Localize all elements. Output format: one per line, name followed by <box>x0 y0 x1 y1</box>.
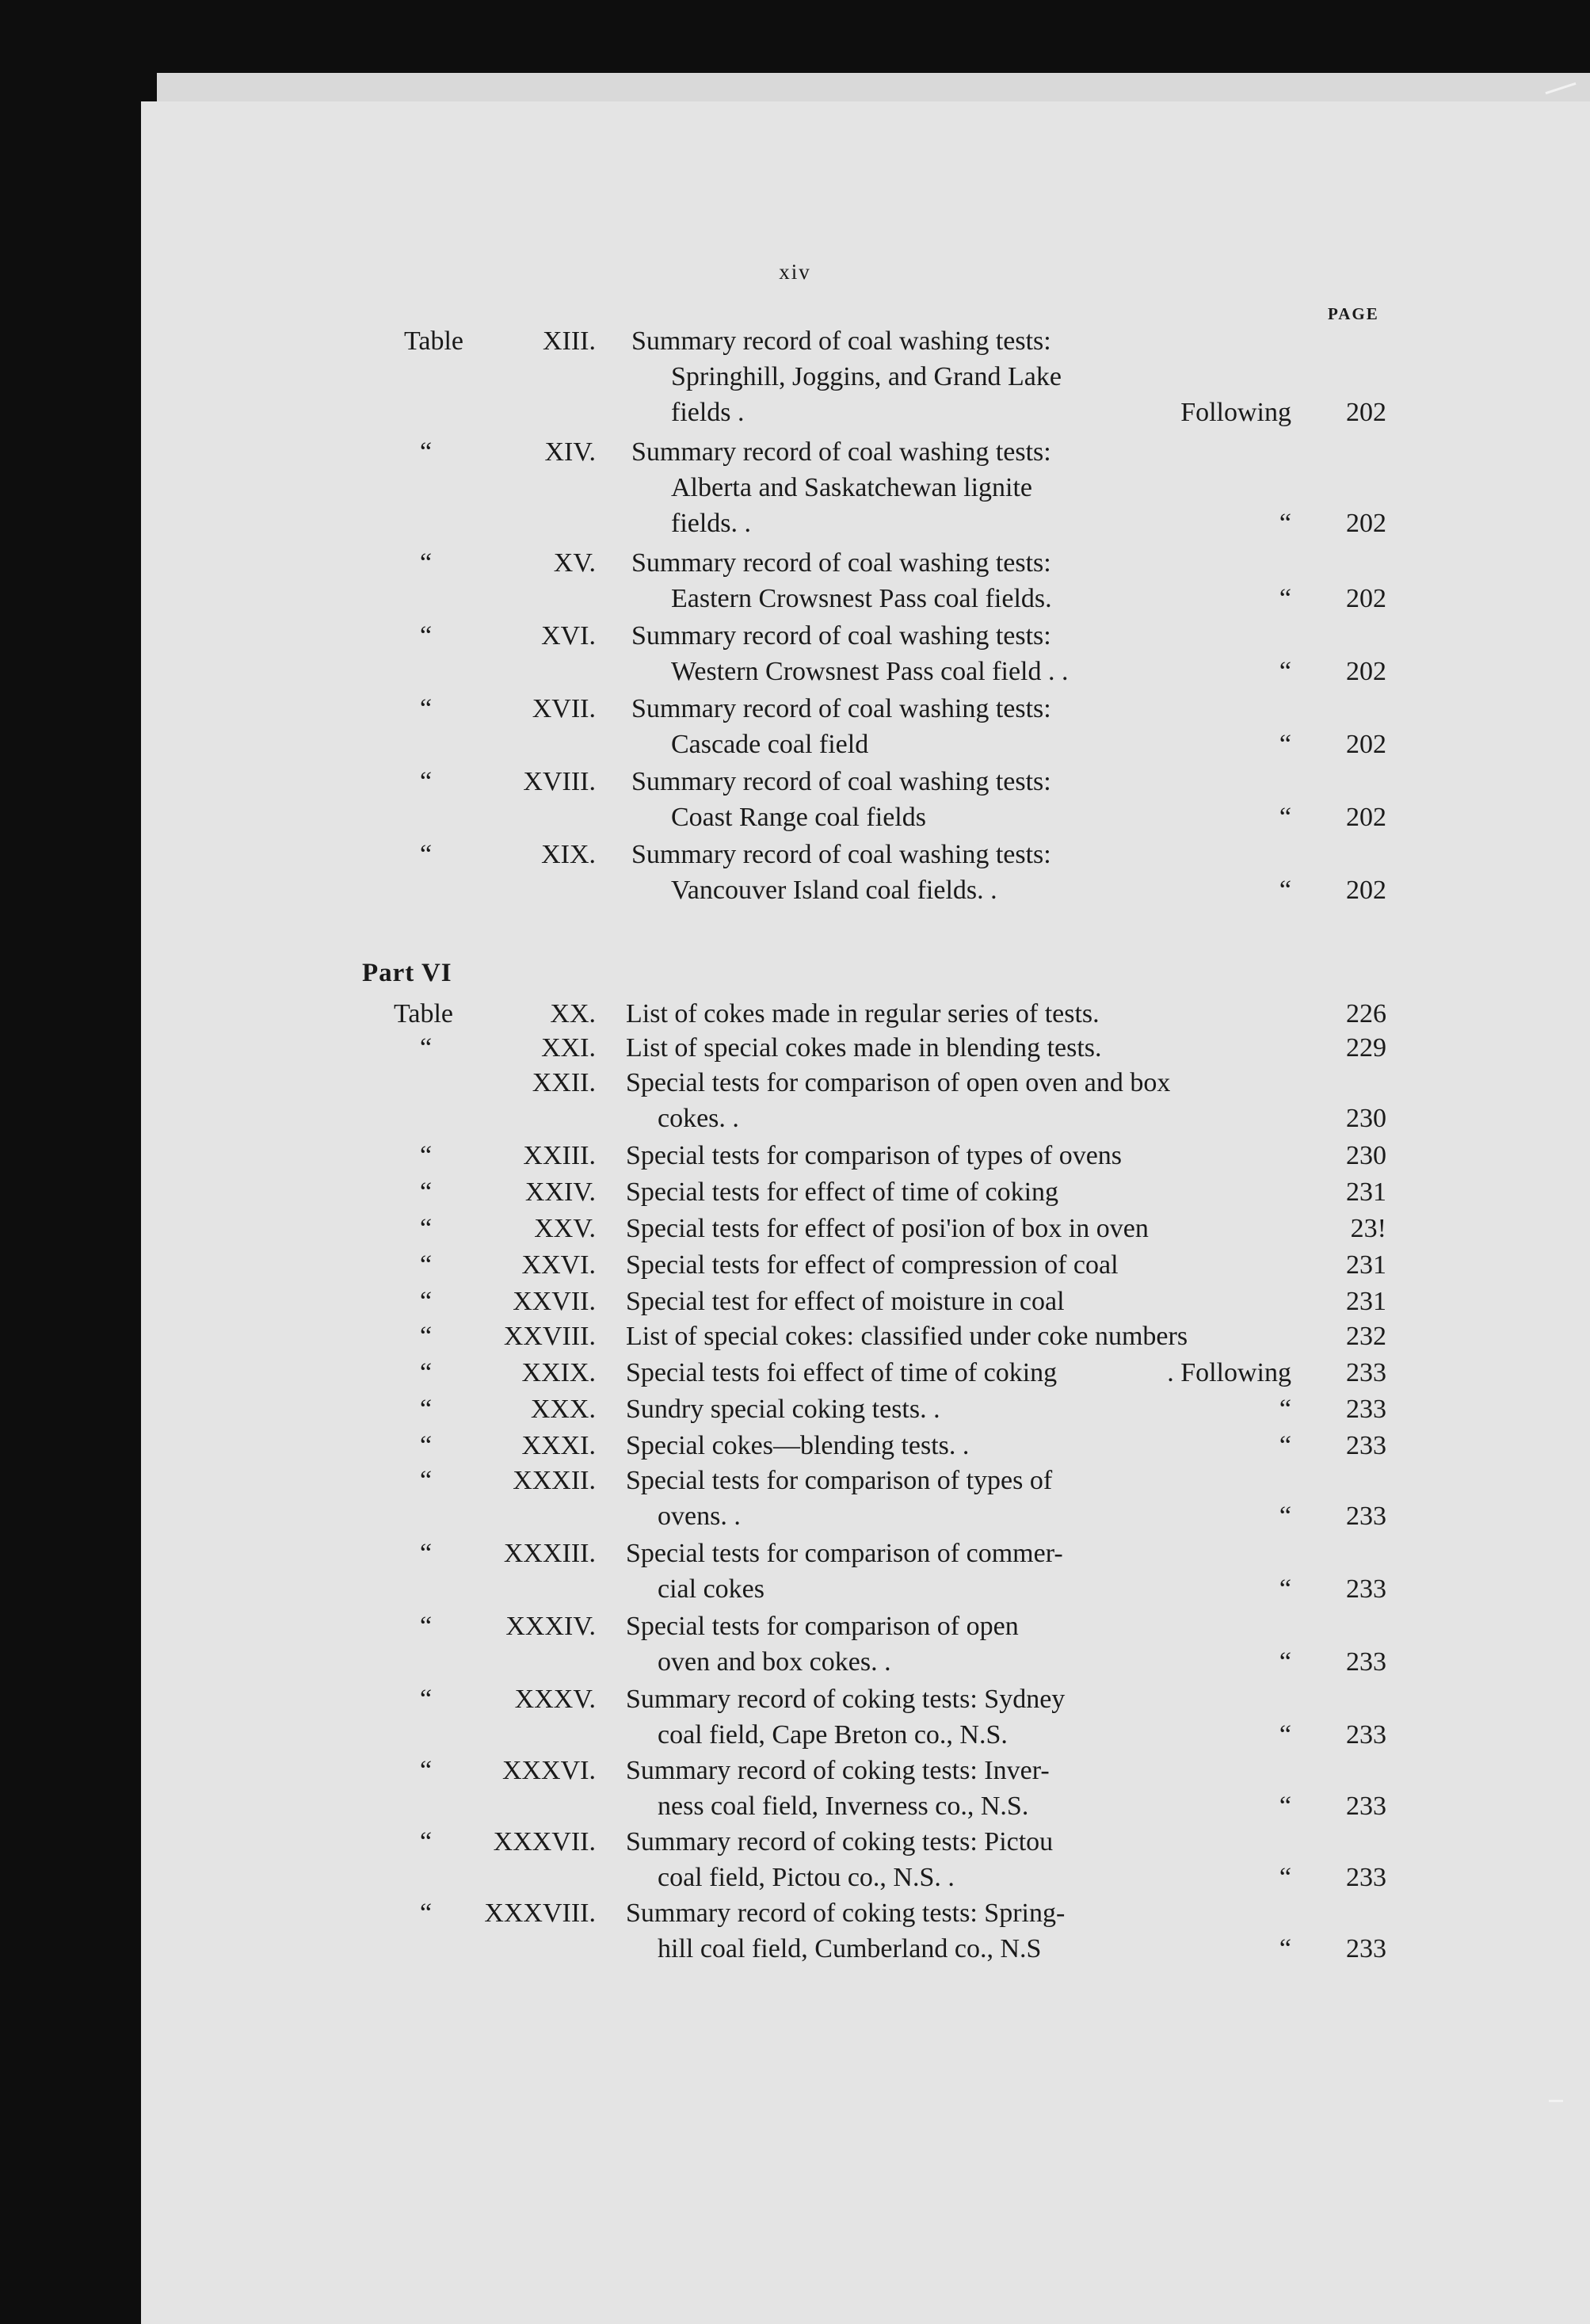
table-number: XXVI. <box>521 1250 596 1280</box>
toc-entry <box>0 1318 1590 1354</box>
table-number: XXX. <box>530 1395 596 1424</box>
page-number: 230 <box>1346 1141 1386 1170</box>
toc-entry-line <box>0 654 1590 689</box>
toc-entry <box>0 1174 1590 1210</box>
table-title: Vancouver Island coal fields. . <box>671 876 997 905</box>
table-number: XV. <box>553 548 596 578</box>
page-number: 233 <box>1346 1720 1386 1750</box>
table-number: XXI. <box>541 1033 596 1063</box>
table-title: Cascade coal field <box>671 730 869 759</box>
page-number: 233 <box>1346 1502 1386 1531</box>
table-title: Special tests for comparison of types of <box>626 1466 1053 1495</box>
table-number: XXXIV. <box>505 1612 596 1641</box>
table-title: List of special cokes made in blending tests. <box>626 1033 1102 1063</box>
toc-entry-line <box>0 1895 1590 1931</box>
table-title: Alberta and Saskatchewan lignite <box>671 473 1033 502</box>
toc-entry <box>0 1428 1590 1463</box>
table-title: Sundry special coking tests. . <box>626 1395 940 1424</box>
table-title: Special tests for comparison of commer- <box>626 1539 1063 1568</box>
table-title: Summary record of coking tests: Sydney <box>626 1685 1066 1714</box>
following-reference: “ <box>1279 1431 1291 1460</box>
table-label: “ <box>420 1287 433 1316</box>
toc-entry-line <box>0 1498 1590 1534</box>
following-reference: “ <box>1279 1720 1291 1750</box>
page-number: 231 <box>1346 1177 1386 1207</box>
page-number: 233 <box>1346 1395 1386 1424</box>
table-number: XXXVI. <box>501 1756 596 1785</box>
table-title: Special cokes—blending tests. . <box>626 1431 970 1460</box>
table-title: Summary record of coal washing tests: <box>631 694 1051 723</box>
table-number: XXXVII. <box>493 1827 596 1857</box>
table-number: XVI. <box>541 621 596 651</box>
following-reference: “ <box>1279 1574 1291 1604</box>
following-reference: “ <box>1279 1934 1291 1963</box>
following-reference: Following <box>1180 398 1291 427</box>
toc-entry-line <box>0 359 1590 395</box>
toc-entry-line <box>0 1753 1590 1788</box>
table-label: “ <box>420 437 433 467</box>
toc-entry-line <box>0 545 1590 581</box>
toc-entry-line <box>0 691 1590 727</box>
table-title: Summary record of coal washing tests: <box>631 548 1051 578</box>
table-label: “ <box>420 1466 433 1495</box>
following-reference: “ <box>1279 1502 1291 1531</box>
toc-entry <box>0 1391 1590 1427</box>
table-title: oven and box cokes. . <box>658 1647 891 1677</box>
table-label: “ <box>420 840 433 869</box>
toc-entry-line <box>0 1211 1590 1246</box>
table-number: XVII. <box>532 694 596 723</box>
table-label: “ <box>420 1395 433 1424</box>
toc-entry-line <box>0 1717 1590 1753</box>
table-number: XIV. <box>544 437 596 467</box>
table-title: fields. . <box>671 509 752 538</box>
page-number: 202 <box>1346 509 1386 538</box>
table-title: Special tests for effect of posi'ion of box in oven <box>626 1214 1149 1243</box>
following-reference: “ <box>1279 1863 1291 1892</box>
table-label: Table <box>404 326 464 356</box>
table-label: “ <box>420 694 433 723</box>
table-title: coal field, Cape Breton co., N.S. <box>658 1720 1008 1750</box>
table-label: Table <box>394 999 454 1028</box>
toc-entry-line <box>0 1931 1590 1967</box>
following-reference: “ <box>1279 1792 1291 1821</box>
toc-entry-line <box>0 323 1590 359</box>
toc-entry-line <box>0 1571 1590 1607</box>
page-number: 232 <box>1346 1322 1386 1351</box>
toc-entry-line <box>0 837 1590 872</box>
table-label: “ <box>420 1033 433 1063</box>
page-number: 233 <box>1346 1863 1386 1892</box>
table-label: “ <box>420 767 433 796</box>
toc-entry <box>0 1030 1590 1066</box>
following-reference: “ <box>1279 803 1291 832</box>
table-title: Summary record of coal washing tests: <box>631 437 1051 467</box>
table-title: Summary record of coal washing tests: <box>631 621 1051 651</box>
toc-entry <box>0 545 1590 616</box>
toc-entry <box>0 1247 1590 1283</box>
table-number: XXXII. <box>513 1466 596 1495</box>
page-number: 202 <box>1346 584 1386 613</box>
table-title: List of cokes made in regular series of tests. <box>626 999 1100 1028</box>
toc-entry <box>0 1065 1590 1136</box>
page-number: 233 <box>1346 1792 1386 1821</box>
following-reference: “ <box>1279 1395 1291 1424</box>
page-number: 202 <box>1346 657 1386 686</box>
following-reference: “ <box>1279 1647 1291 1677</box>
table-title: Summary record of coking tests: Pictou <box>626 1827 1054 1857</box>
toc-entry <box>0 1895 1590 1967</box>
toc-entry-line <box>0 506 1590 541</box>
page-number: 231 <box>1346 1287 1386 1316</box>
table-label: “ <box>420 1141 433 1170</box>
toc-entry-line <box>0 581 1590 616</box>
toc-entry-line <box>0 1030 1590 1066</box>
following-reference: “ <box>1279 876 1291 905</box>
table-title: Special tests for comparison of types of ovens <box>626 1141 1123 1170</box>
table-number: XXXVIII. <box>484 1899 596 1928</box>
toc-entry <box>0 1355 1590 1391</box>
toc-entry-line <box>0 1428 1590 1463</box>
toc-entry-line <box>0 1463 1590 1498</box>
toc-entry <box>0 1211 1590 1246</box>
toc-entry <box>0 1284 1590 1319</box>
toc-entry-line <box>0 395 1590 430</box>
page-number: 202 <box>1346 803 1386 832</box>
table-title: Special tests foi effect of time of coking <box>626 1358 1058 1387</box>
page-column-label: PAGE <box>1328 304 1379 323</box>
page-number: 230 <box>1346 1104 1386 1133</box>
table-label: “ <box>420 1756 433 1785</box>
table-number: XXXI. <box>521 1431 596 1460</box>
table-title: Coast Range coal fields <box>671 803 926 832</box>
toc-entry <box>0 1753 1590 1824</box>
table-title: Summary record of coal washing tests: <box>631 326 1051 356</box>
table-label: “ <box>420 1214 433 1243</box>
toc-entry <box>0 996 1590 1032</box>
following-reference: “ <box>1279 730 1291 759</box>
page-number: 202 <box>1346 876 1386 905</box>
table-title: Eastern Crowsnest Pass coal fields. <box>671 584 1052 613</box>
toc-entry <box>0 1608 1590 1680</box>
table-title: Summary record of coal washing tests: <box>631 767 1051 796</box>
table-label: “ <box>420 1827 433 1857</box>
table-number: XVIII. <box>523 767 596 796</box>
toc-entry <box>0 1824 1590 1895</box>
table-label: “ <box>420 1899 433 1928</box>
toc-entry-line <box>0 618 1590 654</box>
table-title: Summary record of coking tests: Inver- <box>626 1756 1050 1785</box>
table-label: “ <box>420 1612 433 1641</box>
table-title: hill coal field, Cumberland co., N.S <box>658 1934 1042 1963</box>
table-label: “ <box>420 1431 433 1460</box>
page-number: 231 <box>1346 1250 1386 1280</box>
table-number: XIII. <box>542 326 596 356</box>
toc-entry-line <box>0 1824 1590 1860</box>
table-title: Special tests for comparison of open oven and box <box>626 1068 1171 1097</box>
toc-entry <box>0 764 1590 835</box>
toc-entry-line <box>0 1355 1590 1391</box>
toc-entry-line <box>0 1681 1590 1717</box>
table-number: XXVII. <box>513 1287 596 1316</box>
page-number: 202 <box>1346 398 1386 427</box>
toc-entry-line <box>0 1284 1590 1319</box>
table-label: “ <box>420 548 433 578</box>
toc-entry <box>0 691 1590 762</box>
toc-entry <box>0 323 1590 430</box>
toc-entry-line <box>0 1788 1590 1824</box>
page-number: 202 <box>1346 730 1386 759</box>
table-number: XXV. <box>534 1214 596 1243</box>
following-reference: “ <box>1279 657 1291 686</box>
table-label: “ <box>420 1539 433 1568</box>
toc-entry-line <box>0 1247 1590 1283</box>
table-label: “ <box>420 1685 433 1714</box>
following-reference: “ <box>1279 584 1291 613</box>
table-title: ness coal field, Inverness co., N.S. <box>658 1792 1029 1821</box>
table-number: XXXV. <box>514 1685 596 1714</box>
page-folio: xiv <box>779 260 811 284</box>
table-number: XXVIII. <box>503 1322 596 1351</box>
table-title: Special tests for effect of compression of coal <box>626 1250 1119 1280</box>
toc-entry-line <box>0 1860 1590 1895</box>
table-number: XIX. <box>541 840 596 869</box>
table-title: Summary record of coking tests: Spring- <box>626 1899 1066 1928</box>
table-number: XX. <box>550 999 596 1028</box>
toc-entry <box>0 837 1590 908</box>
table-title: Special tests for effect of time of coking <box>626 1177 1059 1207</box>
toc-entry <box>0 434 1590 541</box>
toc-entry-line <box>0 1608 1590 1644</box>
toc-entry-line <box>0 1318 1590 1354</box>
table-label: “ <box>420 1358 433 1387</box>
page-number: 233 <box>1346 1358 1386 1387</box>
table-number: XXIII. <box>523 1141 596 1170</box>
toc-entry-line <box>0 764 1590 799</box>
table-title: fields . <box>671 398 745 427</box>
table-title: Summary record of coal washing tests: <box>631 840 1051 869</box>
toc-entry-line <box>0 727 1590 762</box>
table-title: ovens. . <box>658 1502 741 1531</box>
toc-entry <box>0 1536 1590 1607</box>
table-label: “ <box>420 1322 433 1351</box>
toc-entry-line <box>0 799 1590 835</box>
table-label: “ <box>420 1250 433 1280</box>
table-number: XXIV. <box>524 1177 596 1207</box>
toc-entry-line <box>0 1536 1590 1571</box>
table-title: coal field, Pictou co., N.S. . <box>658 1863 955 1892</box>
toc-entry-line <box>0 1101 1590 1136</box>
toc-entry-line <box>0 1138 1590 1173</box>
toc-entry-line <box>0 1644 1590 1680</box>
table-title: List of special cokes: classified under coke numbers <box>626 1322 1188 1351</box>
following-reference: “ <box>1279 509 1291 538</box>
toc-entry-line <box>0 470 1590 506</box>
table-label: “ <box>420 621 433 651</box>
page-number: 233 <box>1346 1574 1386 1604</box>
page-number: 233 <box>1346 1647 1386 1677</box>
toc-entry-line <box>0 1174 1590 1210</box>
page-number: 226 <box>1346 999 1386 1028</box>
table-title: cial cokes <box>658 1574 764 1604</box>
following-reference: . Following <box>1167 1358 1291 1387</box>
toc-entry <box>0 1681 1590 1753</box>
table-title: cokes. . <box>658 1104 739 1133</box>
table-title: Special tests for comparison of open <box>626 1612 1019 1641</box>
table-number: XXXIII. <box>503 1539 596 1568</box>
toc-entry <box>0 1138 1590 1173</box>
toc-entry-line <box>0 1391 1590 1427</box>
toc-entry-line <box>0 434 1590 470</box>
table-number: XXIX. <box>521 1358 596 1387</box>
page-number: 233 <box>1346 1934 1386 1963</box>
toc-entry-line <box>0 872 1590 908</box>
toc-entry-line <box>0 996 1590 1032</box>
page-number: 23! <box>1350 1214 1386 1243</box>
page-number: 233 <box>1346 1431 1386 1460</box>
toc-entry-line <box>0 1065 1590 1101</box>
toc-entry <box>0 618 1590 689</box>
table-title: Special test for effect of moisture in coal <box>626 1287 1065 1316</box>
page-number: 229 <box>1346 1033 1386 1063</box>
table-title: Springhill, Joggins, and Grand Lake <box>671 362 1062 391</box>
table-label: “ <box>420 1177 433 1207</box>
table-number: XXII. <box>532 1068 596 1097</box>
part-heading: Part VI <box>362 959 452 987</box>
toc-entry <box>0 1463 1590 1534</box>
table-title: Western Crowsnest Pass coal field . . <box>671 657 1069 686</box>
